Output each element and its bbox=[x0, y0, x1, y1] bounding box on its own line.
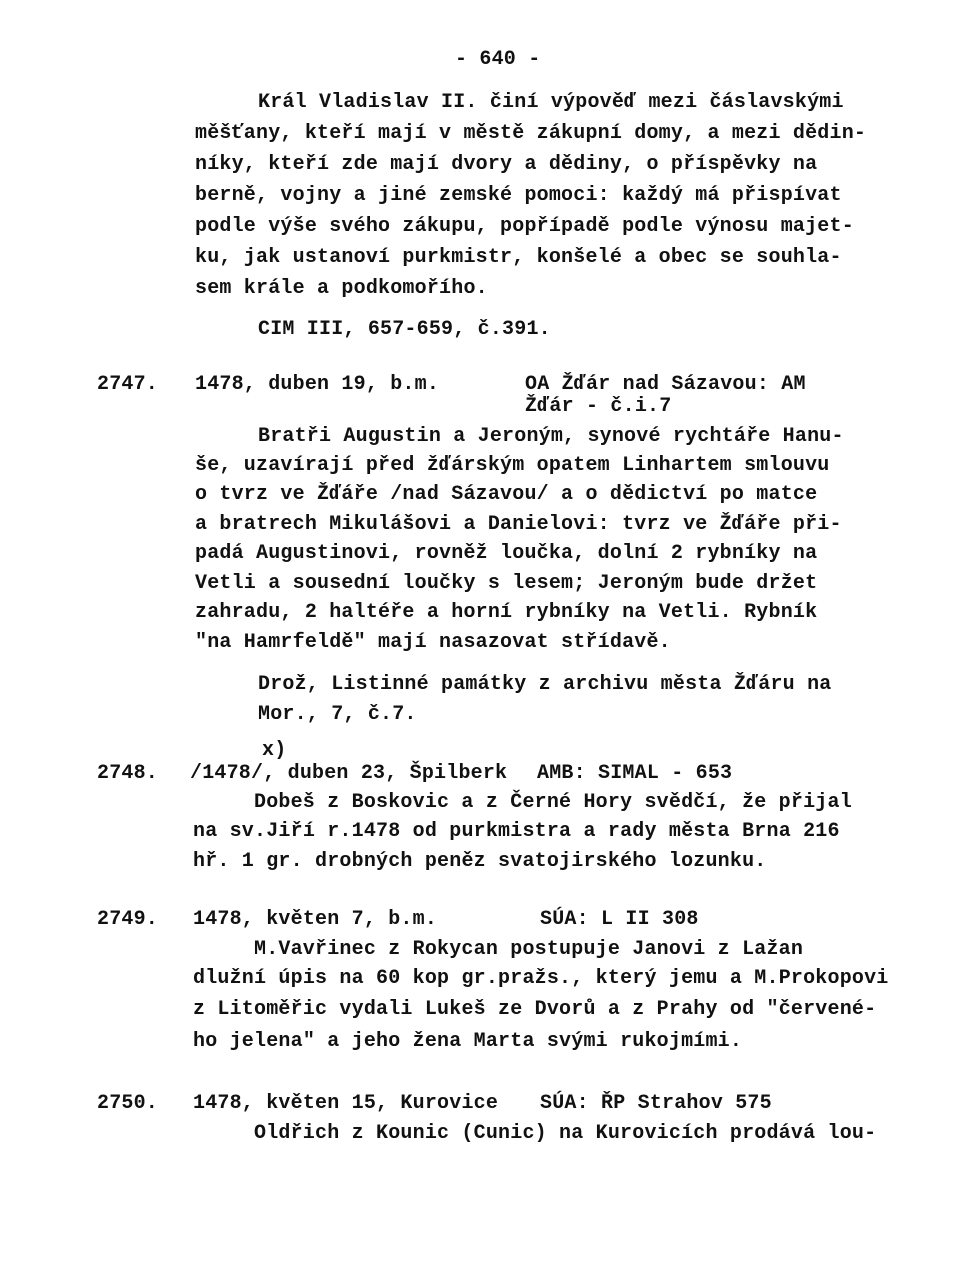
entry-number: 2750. bbox=[97, 1092, 159, 1115]
entry-source-line: Mor., 7, č.7. bbox=[258, 703, 417, 726]
entry-archive: SÚA: ŘP Strahov 575 bbox=[540, 1092, 772, 1115]
prev-summary-line: berně, vojny a jiné zemské pomoci: každý má přispívat bbox=[195, 184, 842, 207]
entry-text-line: padá Augustinovi, rovněž loučka, dolní 2 rybníky na bbox=[195, 542, 818, 565]
entry-text-line: hř. 1 gr. drobných peněz svatojirského lozunku. bbox=[193, 850, 767, 873]
entry-header: 1478, duben 19, b.m. bbox=[195, 373, 440, 396]
entry-archive: AMB: SIMAL - 653 bbox=[537, 762, 733, 785]
entry-footnote-mark: x) bbox=[262, 739, 287, 762]
entry-text-line: o tvrz ve Žďáře /nad Sázavou/ a o dědictví po matce bbox=[195, 483, 818, 506]
entry-number: 2749. bbox=[97, 908, 159, 931]
entry-text-line: Dobeš z Boskovic a z Černé Hory svědčí, že přijal bbox=[254, 791, 852, 814]
entry-text-line: Oldřich z Kounic (Cunic) na Kurovicích prodává lou- bbox=[254, 1122, 877, 1145]
prev-summary-line: níky, kteří zde mají dvory a dědiny, o příspěvky na bbox=[195, 153, 818, 176]
entry-text-line: še, uzavírají před žďárským opatem Linhartem smlouvu bbox=[195, 454, 830, 477]
prev-summary-line: měšťany, kteří mají v městě zákupní domy, a mezi dědin- bbox=[195, 122, 867, 145]
page-number: - 640 - bbox=[455, 48, 541, 71]
entry-text-line: Bratři Augustin a Jeroným, synové rychtáře Hanu- bbox=[258, 425, 844, 448]
entry-number: 2748. bbox=[97, 762, 159, 785]
entry-text-line: ho jelena" a jeho žena Marta svými rukojmími. bbox=[193, 1030, 743, 1053]
entry-text-line: Vetli a sousední loučky s lesem; Jeroným bude držet bbox=[195, 572, 818, 595]
entry-source-line: Drož, Listinné památky z archivu města Žďáru na bbox=[258, 673, 832, 696]
entry-number: 2747. bbox=[97, 373, 159, 396]
prev-summary-line: Král Vladislav II. činí výpověď mezi čáslavskými bbox=[258, 91, 844, 114]
prev-source: CIM III, 657-659, č.391. bbox=[258, 318, 551, 341]
entry-archive: OA Žďár nad Sázavou: AM bbox=[525, 373, 806, 396]
entry-text-line: a bratrech Mikulášovi a Danielovi: tvrz ve Žďáře při- bbox=[195, 513, 842, 536]
entry-text-line: na sv.Jiří r.1478 od purkmistra a rady města Brna 216 bbox=[193, 820, 840, 843]
entry-archive: Žďár - č.i.7 bbox=[525, 395, 672, 418]
entry-text-line: M.Vavřinec z Rokycan postupuje Janovi z Lažan bbox=[254, 938, 804, 961]
entry-text-line: "na Hamrfeldě" mají nasazovat střídavě. bbox=[195, 631, 671, 654]
entry-archive: SÚA: L II 308 bbox=[540, 908, 699, 931]
prev-summary-line: podle výše svého zákupu, popřípadě podle výnosu majet- bbox=[195, 215, 854, 238]
entry-header: 1478, květen 7, b.m. bbox=[193, 908, 438, 931]
entry-text-line: zahradu, 2 haltéře a horní rybníky na Vetli. Rybník bbox=[195, 601, 818, 624]
prev-summary-line: sem krále a podkomořího. bbox=[195, 277, 488, 300]
entry-header: /1478/, duben 23, Špilberk bbox=[190, 762, 508, 785]
prev-summary-line: ku, jak ustanoví purkmistr, konšelé a obec se souhla- bbox=[195, 246, 842, 269]
entry-text-line: z Litoměřic vydali Lukeš ze Dvorů a z Prahy od "červené- bbox=[193, 998, 877, 1021]
entry-header: 1478, květen 15, Kurovice bbox=[193, 1092, 499, 1115]
entry-text-line: dlužní úpis na 60 kop gr.pražs., který jemu a M.Prokopovi bbox=[193, 967, 889, 990]
